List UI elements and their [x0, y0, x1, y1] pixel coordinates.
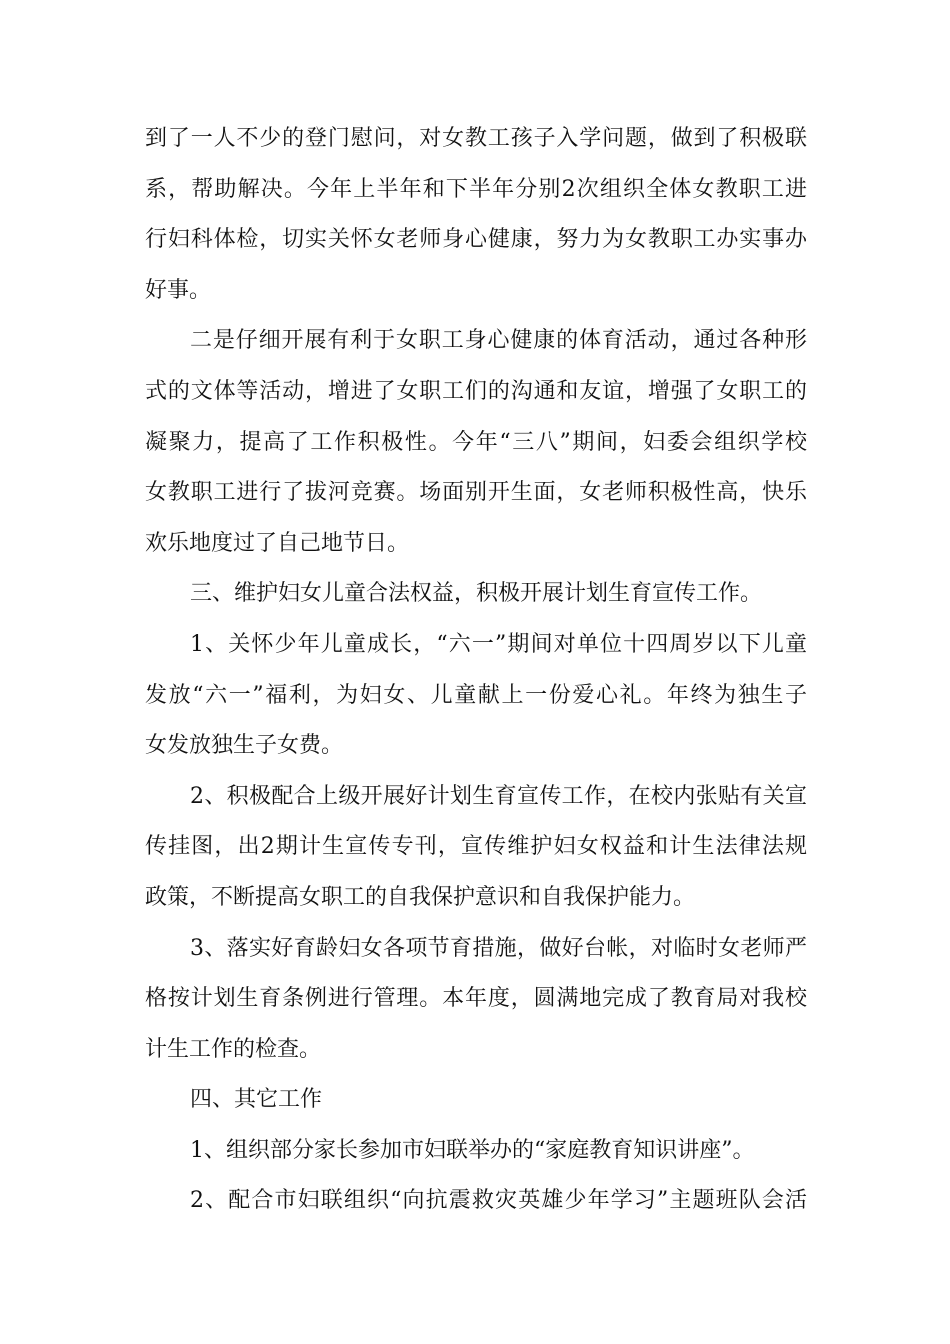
- text-line: 凝聚力，提高了工作积极性。今年“三八”期间，妇委会组织学校: [145, 429, 807, 455]
- text-line: 女教职工进行了拔河竞赛。场面别开生面，女老师积极性高，快乐: [145, 480, 807, 506]
- text-line: 到了一人不少的登门慰问，对女教工孩子入学问题，做到了积极联: [145, 126, 807, 151]
- text-line: 政策，不断提高女职工的自我保护意识和自我保护能力。: [145, 884, 696, 910]
- text-line: 二是仔细开展有利于女职工身心健康的体育活动，通过各种形: [190, 328, 807, 354]
- text-line: 1、关怀少年儿童成长，“六一”期间对单位十四周岁以下儿童: [190, 631, 807, 657]
- text-line: 传挂图，出2期计生宣传专刊，宣传维护妇女权益和计生法律法规: [145, 834, 807, 860]
- text-line: 四、其它工作: [190, 1087, 323, 1113]
- text-line: 格按计划生育条例进行管理。本年度，圆满地完成了教育局对我校: [145, 986, 807, 1012]
- document-body: [145, 126, 807, 1239]
- text-line: 行妇科体检，切实关怀女老师身心健康，努力为女教职工办实事办: [145, 227, 807, 253]
- text-line: 式的文体等活动，增进了女职工们的沟通和友谊，增强了女职工的: [145, 378, 807, 404]
- text-line: 2、积极配合上级开展好计划生育宣传工作，在校内张贴有关宣: [190, 783, 807, 809]
- text-line: 好事。: [145, 277, 212, 303]
- text-line: 发放“六一”福利，为妇女、儿童献上一份爱心礼。年终为独生子: [145, 682, 807, 708]
- text-line: 三、维护妇女儿童合法权益，积极开展计划生育宣传工作。: [190, 581, 763, 607]
- text-line: 系，帮助解决。今年上半年和下半年分别2次组织全体女教职工进: [145, 176, 807, 202]
- text-line: 2、配合市妇联组织“向抗震救灾英雄少年学习”主题班队会活: [190, 1188, 807, 1214]
- text-line: 3、落实好育龄妇女各项节育措施，做好台帐，对临时女老师严: [190, 935, 807, 961]
- text-line: 1、组织部分家长参加市妇联举办的“家庭教育知识讲座”。: [190, 1137, 755, 1163]
- text-line: 女发放独生子女费。: [145, 733, 344, 759]
- text-line: 计生工作的检查。: [145, 1036, 322, 1062]
- text-line: 欢乐地度过了自己地节日。: [145, 530, 410, 556]
